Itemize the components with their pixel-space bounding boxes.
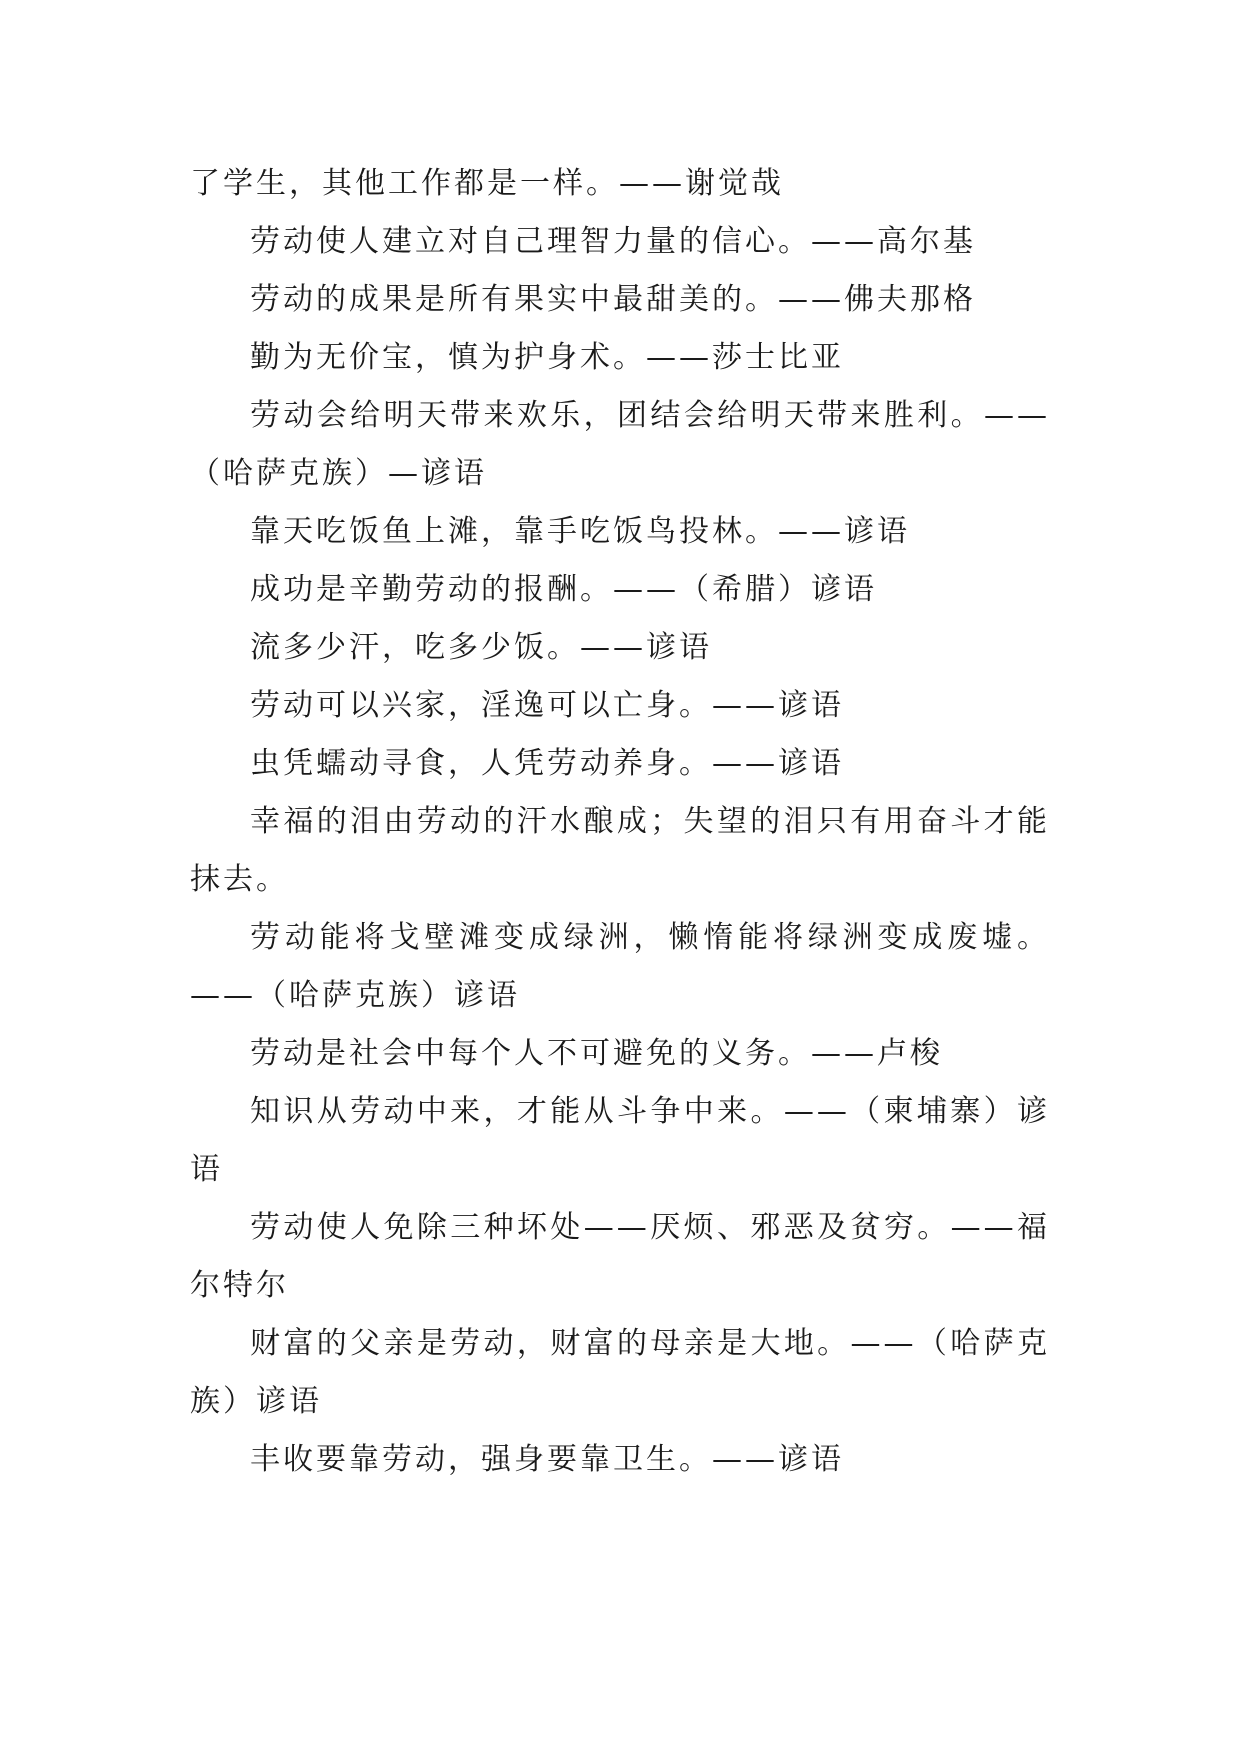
- quote-paragraph: 劳动会给明天带来欢乐，团结会给明天带来胜利。——（哈萨克族）—谚语: [190, 398, 1050, 491]
- quote-paragraph: 财富的父亲是劳动，财富的母亲是大地。——（哈萨克族）谚语: [190, 1326, 1050, 1419]
- quote-paragraph: 幸福的泪由劳动的汗水酿成；失望的泪只有用奋斗才能抹去。: [190, 804, 1050, 897]
- quote-paragraph: 成功是辛勤劳动的报酬。——（希腊）谚语: [250, 572, 877, 607]
- quote-paragraph: 虫凭蠕动寻食，人凭劳动养身。——谚语: [250, 746, 844, 781]
- quote-paragraph: 勤为无价宝，慎为护身术。——莎士比亚: [250, 340, 844, 375]
- quote-paragraph: 流多少汗，吃多少饭。——谚语: [250, 630, 712, 665]
- quote-paragraph: 劳动可以兴家，淫逸可以亡身。——谚语: [250, 688, 844, 723]
- quote-paragraph: 知识从劳动中来，才能从斗争中来。——（柬埔寨）谚语: [190, 1094, 1050, 1187]
- quote-paragraph: 劳动能将戈壁滩变成绿洲，懒惰能将绿洲变成废墟。——（哈萨克族）谚语: [190, 920, 1050, 1013]
- quote-paragraph: 劳动使人免除三种坏处——厌烦、邪恶及贫穷。——福尔特尔: [190, 1210, 1050, 1303]
- quote-paragraph: 劳动使人建立对自己理智力量的信心。——高尔基: [250, 224, 976, 259]
- document-body: [190, 155, 1050, 1489]
- quote-paragraph: 靠天吃饭鱼上滩，靠手吃饭鸟投林。——谚语: [250, 514, 910, 549]
- quote-paragraph: 劳动是社会中每个人不可避免的义务。——卢梭: [250, 1036, 943, 1071]
- quote-paragraph: 丰收要靠劳动，强身要靠卫生。——谚语: [250, 1442, 844, 1477]
- paragraph-continued: 了学生，其他工作都是一样。——谢觉哉: [190, 166, 784, 201]
- quote-paragraph: 劳动的成果是所有果实中最甜美的。——佛夫那格: [250, 282, 976, 317]
